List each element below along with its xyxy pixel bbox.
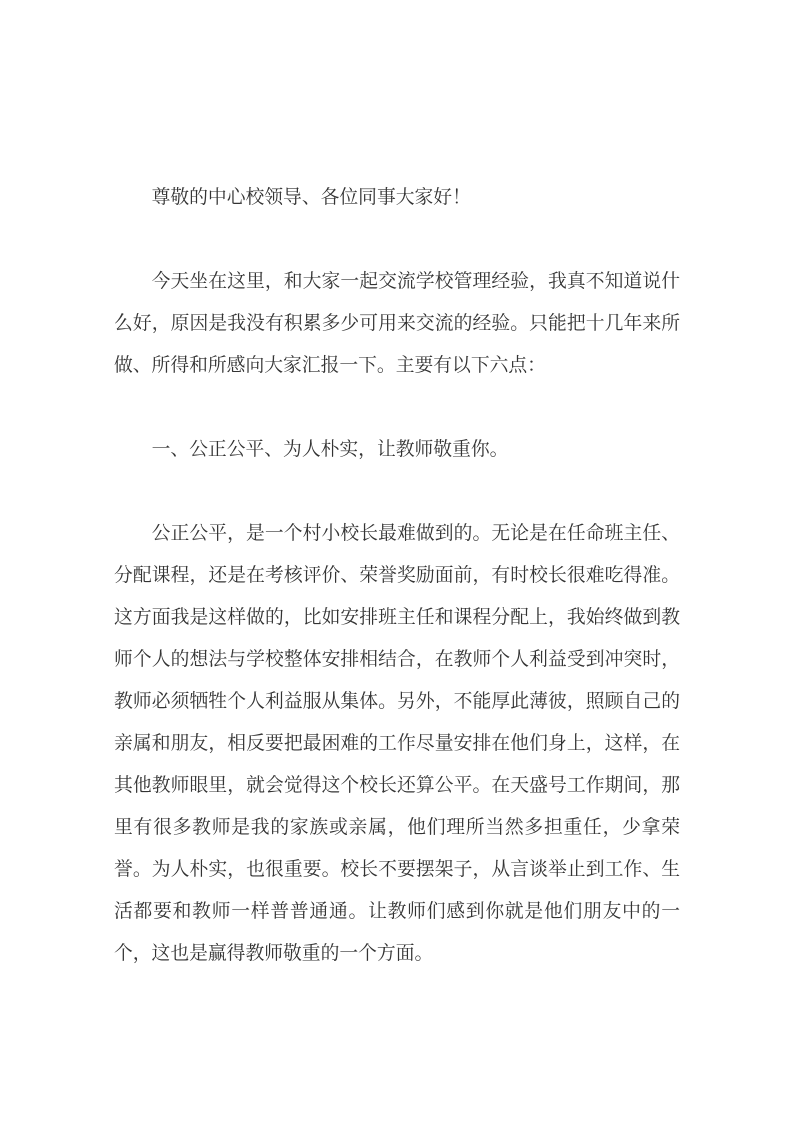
document-content (114, 177, 680, 1017)
paragraph-body: 公正公平，是一个村小校长最难做到的。无论是在任命班主任、分配课程，还是在考核评价、荣誉奖励面前，有时校长很难吃得准。这方面我是这样做的，比如安排班主任和课程分配上，我始终做到教师个人的想法与学校整体安排相结合，在教师个人利益受到冲突时，教师必须牺牲个人利益服从集体。另外，不能厚此薄彼，照顾自己的亲属和朋友，相反要把最困难的工作尽量安排在他们身上，这样，在其他教师眼里，就会觉得这个校长还算公平。在天盛号工作期间，那里有很多教师是我的家族或亲属，他们理所当然多担重任，少拿荣誉。为人朴实，也很重要。校长不要摆架子，从言谈举止到工作、生活都要和教师一样普普通通。让教师们感到你就是他们朋友中的一个，这也是赢得教师敬重的一个方面。 (114, 523, 680, 964)
paragraph-section-heading: 一、公正公平、为人朴实，让教师敬重你。 (151, 439, 509, 460)
paragraph-intro: 今天坐在这里，和大家一起交流学校管理经验，我真不知道说什么好，原因是我没有积累多少可用来交流的经验。只能把十几年来所做、所得和所感向大家汇报一下。主要有以下六点： (114, 271, 680, 376)
paragraph-greeting: 尊敬的中心校领导、各位同事大家好！ (151, 187, 471, 208)
